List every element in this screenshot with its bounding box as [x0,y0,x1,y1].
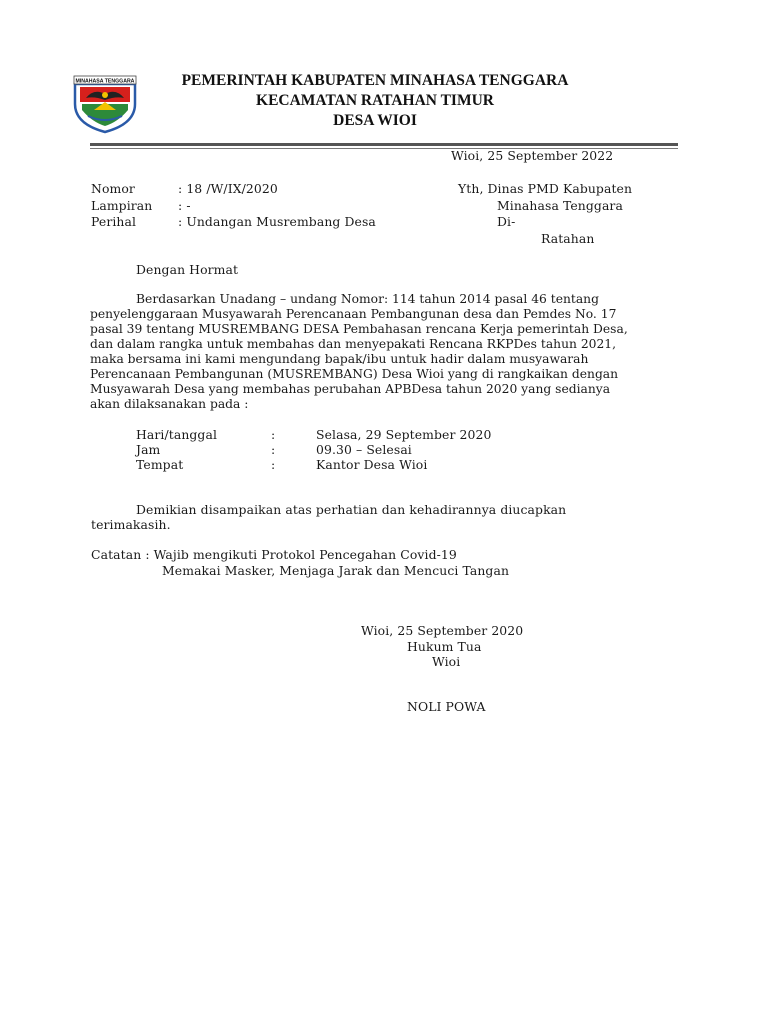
perihal-value: : Undangan Musrembang Desa [178,214,376,229]
signatory-name: NOLI POWA [407,699,486,714]
emblem-label: MINAHASA TENGGARA [75,78,135,85]
salutation: Dengan Hormat [136,262,239,277]
note-line-2: Memakai Masker, Menjaga Jarak dan Mencuci Tangan [162,563,510,578]
schedule-colon: : [271,457,276,472]
recipient-line-4: Ratahan [541,231,595,246]
schedule-place-value: Kantor Desa Wioi [316,457,428,472]
nomor-label: Nomor [91,181,135,196]
body-line: dan dalam rangka untuk membahas dan menyepakati Rencana RKPDes tahun 2021, [90,337,617,351]
schedule-time-label: Jam [136,442,161,457]
signature-date: Wioi, 25 September 2020 [361,623,524,638]
letterhead-rule-thick [90,143,678,146]
body-line: penyelenggaraan Musyawarah Perencanaan Pembangunan desa dan Pemdes No. 17 [90,307,617,321]
body-line: maka bersama ini kami mengundang bapak/ibu untuk hadir dalam musyawarah [90,352,589,366]
recipient-line-1: Yth, Dinas PMD Kabupaten [458,181,633,196]
perihal-label: Perihal [91,214,137,229]
schedule-time-value: 09.30 – Selesai [316,442,412,457]
regency-emblem [72,74,138,134]
emblem-shield-icon [72,74,138,134]
letter-date: Wioi, 25 September 2022 [451,148,614,163]
letterhead-line-3: DESA WIOI [333,112,417,129]
schedule-day-label: Hari/tanggal [136,427,218,442]
closing-line-2: terimakasih. [91,517,171,532]
recipient-line-2: Minahasa Tenggara [497,198,623,213]
body-line: pasal 39 tentang MUSREMBANG DESA Pembahasan rencana Kerja pemerintah Desa, [90,322,628,336]
body-line: Perencanaan Pembangunan (MUSREMBANG) Desa Wioi yang di rangkaikan dengan [90,367,619,381]
signature-place: Wioi [432,654,461,669]
nomor-value: : 18 /W/IX/2020 [178,181,278,196]
schedule-day-value: Selasa, 29 September 2020 [316,427,492,442]
lampiran-label: Lampiran [91,198,153,213]
schedule-place-label: Tempat [136,457,184,472]
body-line: Berdasarkan Unadang – undang Nomor: 114 tahun 2014 pasal 46 tentang [136,292,599,306]
schedule-colon: : [271,427,276,442]
closing-line-1: Demikian disampaikan atas perhatian dan kehadirannya diucapkan [136,502,567,517]
body-line: Musyawarah Desa yang membahas perubahan APBDesa tahun 2020 yang sedianya [90,382,611,396]
schedule-colon: : [271,442,276,457]
lampiran-value: : - [178,198,191,213]
letterhead-line-1: PEMERINTAH KABUPATEN MINAHASA TENGGARA [181,72,569,89]
letterhead-line-2: KECAMATAN RATAHAN TIMUR [256,92,494,109]
recipient-line-3: Di- [497,214,516,229]
body-line: akan dilaksanakan pada : [90,397,249,411]
signature-title: Hukum Tua [407,639,482,654]
note-line-1: Catatan : Wajib mengikuti Protokol Pencegahan Covid-19 [91,547,457,562]
